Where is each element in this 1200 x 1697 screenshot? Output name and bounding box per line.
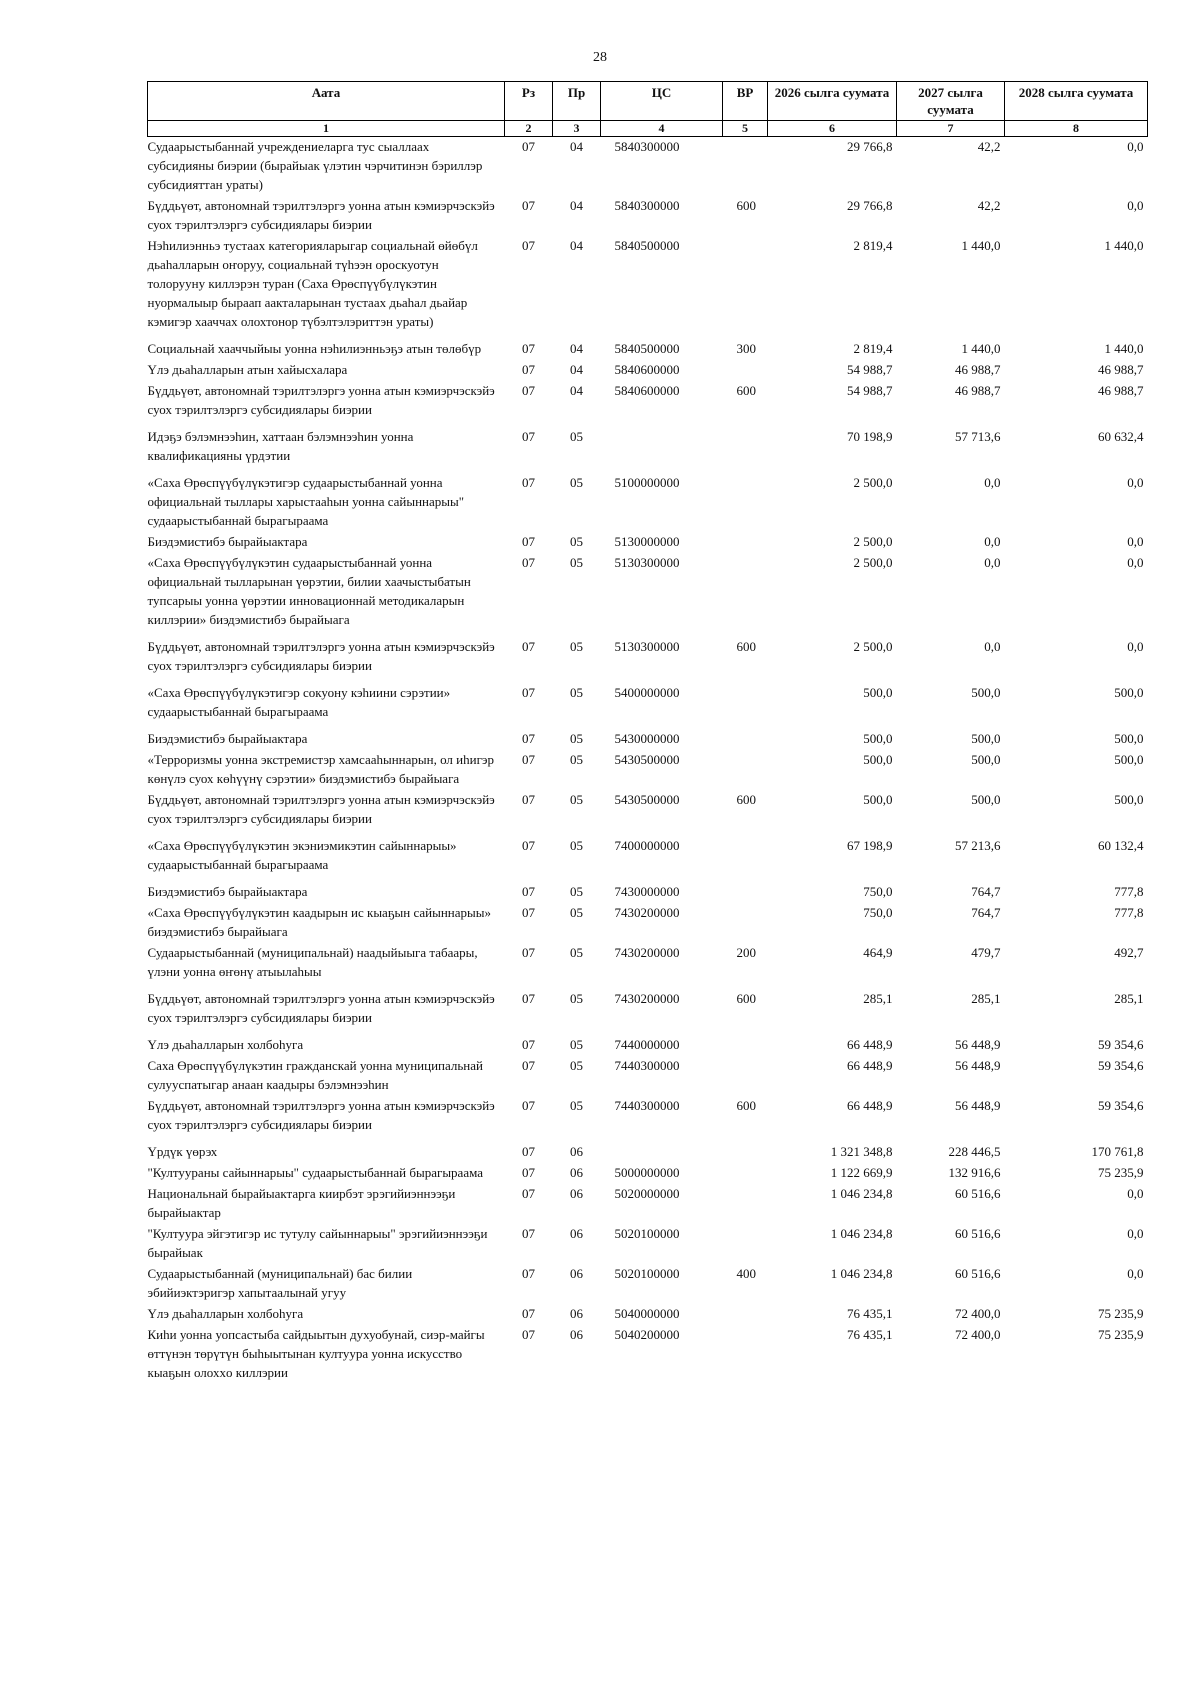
table-header-row — [148, 82, 1148, 121]
vr-cell — [723, 137, 768, 197]
col-number: 5 — [723, 121, 768, 137]
vr-cell — [723, 553, 768, 637]
col-header-name: Аата — [148, 82, 505, 121]
cs-cell: 7430200000 — [614, 991, 680, 1006]
table-row — [148, 473, 1148, 532]
table-row — [148, 381, 1148, 427]
amount-2027-cell: 60 516,6 — [955, 1186, 1001, 1201]
amount-2027-cell: 500,0 — [971, 685, 1001, 700]
rz-cell: 07 — [522, 1226, 535, 1241]
col-number: 1 — [148, 121, 505, 137]
vr-cell — [723, 532, 768, 553]
row-name-cell: Судаарыстыбаннай (муниципальнай) бас билии эбийиэктэригэр хапытаалынай угуу — [147, 1266, 413, 1300]
amount-2026-cell: 54 988,7 — [847, 362, 893, 377]
amount-2026-cell: 500,0 — [863, 731, 893, 746]
amount-2027-cell: 479,7 — [971, 945, 1001, 960]
pr-cell: 06 — [570, 1186, 583, 1201]
amount-2028-cell: 59 354,6 — [1098, 1037, 1144, 1052]
pr-cell: 05 — [570, 429, 583, 444]
rz-cell: 07 — [522, 1144, 535, 1159]
rz-cell: 07 — [522, 1037, 535, 1052]
table-row — [148, 903, 1148, 943]
vr-cell: 600 — [736, 1098, 756, 1113]
col-number: 2 — [505, 121, 553, 137]
col-number: 4 — [601, 121, 723, 137]
amount-2026-cell: 76 435,1 — [847, 1306, 893, 1321]
rz-cell: 07 — [522, 1165, 535, 1180]
table-row — [148, 360, 1148, 381]
amount-2026-cell: 1 046 234,8 — [830, 1266, 893, 1281]
amount-2028-cell: 492,7 — [1114, 945, 1144, 960]
amount-2028-cell: 500,0 — [1114, 731, 1144, 746]
vr-cell — [723, 1142, 768, 1163]
cs-cell: 7430000000 — [614, 884, 680, 899]
amount-2026-cell: 500,0 — [863, 685, 893, 700]
cs-cell: 7430200000 — [614, 945, 680, 960]
amount-2028-cell: 777,8 — [1114, 905, 1144, 920]
rz-cell: 07 — [522, 752, 535, 767]
cs-cell — [601, 427, 723, 473]
pr-cell: 05 — [570, 884, 583, 899]
amount-2027-cell: 0,0 — [984, 534, 1001, 549]
amount-2028-cell: 777,8 — [1114, 884, 1144, 899]
vr-cell — [723, 1184, 768, 1224]
row-name-cell: Бүддьүөт, автономнай тэрилтэлэргэ уонна атын кэмиэрчэскэйэ суох тэрилтэлэргэ субсидиялары биэрии — [147, 1098, 495, 1132]
vr-cell — [723, 1035, 768, 1056]
pr-cell: 05 — [570, 905, 583, 920]
amount-2026-cell: 76 435,1 — [847, 1327, 893, 1342]
row-name-cell: Бүддьүөт, автономнай тэрилтэлэргэ уонна атын кэмиэрчэскэйэ суох тэрилтэлэргэ субсидиялары биэрии — [147, 792, 495, 826]
vr-cell: 600 — [736, 792, 756, 807]
pr-cell: 05 — [570, 534, 583, 549]
vr-cell — [723, 360, 768, 381]
vr-cell — [723, 1056, 768, 1096]
pr-cell: 05 — [570, 991, 583, 1006]
row-name-cell: Национальнай бырайыактарга киирбэт эрэгийиэннээҕи бырайыактар — [147, 1186, 456, 1220]
amount-2028-cell: 500,0 — [1114, 752, 1144, 767]
amount-2028-cell: 0,0 — [1127, 1266, 1144, 1281]
pr-cell: 05 — [570, 475, 583, 490]
col-header-pr: Пр — [553, 82, 601, 121]
cs-cell: 5020000000 — [614, 1186, 680, 1201]
pr-cell: 05 — [570, 1037, 583, 1052]
row-name-cell: Нэһилиэнньэ тустаах категорияларыгар социальнай өйөбүл дьаһалларын оҥоруу, социальнай түһээн ороскуотун толорууну киллэрэн туран (Саха Өрөспүүбүлүкэтин нуормалыыр быраап аакталарынан тустаах дьаһал дьайар кэмигэр хааччах олохтонор түбэлтэлэриттэн ураты) — [147, 238, 478, 329]
amount-2027-cell: 72 400,0 — [955, 1327, 1001, 1342]
vr-cell: 200 — [736, 945, 756, 960]
rz-cell: 07 — [522, 1266, 535, 1281]
amount-2028-cell: 1 440,0 — [1104, 238, 1144, 253]
row-name-cell: Үрдүк үөрэх — [147, 1144, 218, 1159]
col-header-2027: 2027 сылга суумата — [897, 82, 1005, 121]
vr-cell — [723, 427, 768, 473]
amount-2027-cell: 285,1 — [971, 991, 1001, 1006]
amount-2026-cell: 2 500,0 — [853, 639, 893, 654]
rz-cell: 07 — [522, 341, 535, 356]
amount-2026-cell: 500,0 — [863, 752, 893, 767]
cs-cell: 5840300000 — [614, 198, 680, 213]
vr-cell — [723, 236, 768, 339]
amount-2027-cell: 1 440,0 — [961, 238, 1001, 253]
amount-2027-cell: 500,0 — [971, 792, 1001, 807]
amount-2026-cell: 1 046 234,8 — [830, 1186, 893, 1201]
rz-cell: 07 — [522, 383, 535, 398]
amount-2028-cell: 59 354,6 — [1098, 1098, 1144, 1113]
table-row — [148, 1264, 1148, 1304]
cs-cell: 5840500000 — [614, 341, 680, 356]
rz-cell: 07 — [522, 555, 535, 570]
cs-cell: 5430500000 — [614, 792, 680, 807]
vr-cell: 600 — [736, 198, 756, 213]
pr-cell: 05 — [570, 752, 583, 767]
table-row — [148, 1056, 1148, 1096]
table-row — [148, 836, 1148, 882]
row-name-cell: Киһи уонна уопсастыба сайдыытын духуобунай, сиэр-майгы өттүнэн төрүтүн быһыытынан култуура уонна искусство кыаҕын олохxо киллэрии — [147, 1327, 485, 1380]
amount-2026-cell: 66 448,9 — [847, 1058, 893, 1073]
row-name-cell: Биэдэмистибэ бырайыактара — [147, 731, 308, 746]
cs-cell: 5130300000 — [614, 639, 680, 654]
amount-2026-cell: 2 819,4 — [853, 341, 893, 356]
rz-cell: 07 — [522, 362, 535, 377]
cs-cell: 5130300000 — [614, 555, 680, 570]
row-name-cell: «Саха Өрөспүүбүлүкэтин экэниэмикэтин сайыннарыы» судаарыстыбаннай бырагыраама — [147, 838, 457, 872]
table-row — [148, 553, 1148, 637]
rz-cell: 07 — [522, 639, 535, 654]
amount-2028-cell: 0,0 — [1127, 639, 1144, 654]
rz-cell: 07 — [522, 792, 535, 807]
rz-cell: 07 — [522, 534, 535, 549]
pr-cell: 04 — [570, 139, 583, 154]
amount-2026-cell: 29 766,8 — [847, 198, 893, 213]
amount-2027-cell: 764,7 — [971, 884, 1001, 899]
amount-2026-cell: 1 122 669,9 — [830, 1165, 893, 1180]
vr-cell: 600 — [736, 639, 756, 654]
pr-cell: 05 — [570, 639, 583, 654]
amount-2028-cell: 60 632,4 — [1098, 429, 1144, 444]
row-name-cell: "Култуура эйгэтигэр ис тутулу сайыннарыы" эрэгийиэннээҕи бырайыак — [147, 1226, 488, 1260]
pr-cell: 04 — [570, 362, 583, 377]
amount-2027-cell: 500,0 — [971, 752, 1001, 767]
amount-2027-cell: 500,0 — [971, 731, 1001, 746]
table-row — [148, 196, 1148, 236]
amount-2027-cell: 132 916,6 — [948, 1165, 1001, 1180]
row-name-cell: "Култуураны сайыннарыы" судаарыстыбаннай бырагыраама — [147, 1165, 483, 1180]
table-row — [148, 1184, 1148, 1224]
table-row — [148, 637, 1148, 683]
rz-cell: 07 — [522, 838, 535, 853]
rz-cell: 07 — [522, 238, 535, 253]
amount-2026-cell: 1 046 234,8 — [830, 1226, 893, 1241]
amount-2028-cell: 59 354,6 — [1098, 1058, 1144, 1073]
col-header-cs: ЦС — [601, 82, 723, 121]
pr-cell: 05 — [570, 838, 583, 853]
vr-cell — [723, 729, 768, 750]
cs-cell: 7400000000 — [614, 838, 680, 853]
pr-cell: 04 — [570, 383, 583, 398]
amount-2028-cell: 60 132,4 — [1098, 838, 1144, 853]
amount-2028-cell: 0,0 — [1127, 555, 1144, 570]
amount-2027-cell: 0,0 — [984, 475, 1001, 490]
amount-2026-cell: 464,9 — [863, 945, 893, 960]
amount-2026-cell: 2 500,0 — [853, 555, 893, 570]
vr-cell: 400 — [736, 1266, 756, 1281]
row-name-cell: Үлэ дьаһалларын холбоһуга — [147, 1037, 304, 1052]
amount-2027-cell: 764,7 — [971, 905, 1001, 920]
rz-cell: 07 — [522, 685, 535, 700]
vr-cell: 600 — [736, 383, 756, 398]
amount-2028-cell: 0,0 — [1127, 534, 1144, 549]
row-name-cell: Саха Өрөспүүбүлүкэтин гражданскай уонна муниципальнай сулууспатыгар анаан каадыры бэлэмнээһин — [147, 1058, 483, 1092]
amount-2028-cell: 170 761,8 — [1091, 1144, 1144, 1159]
vr-cell — [723, 882, 768, 903]
pr-cell: 04 — [570, 341, 583, 356]
rz-cell: 07 — [522, 429, 535, 444]
amount-2028-cell: 75 235,9 — [1098, 1327, 1144, 1342]
page-number: 28 — [593, 50, 607, 65]
row-name-cell: Судаарыстыбаннай (муниципальнай) наадыйыыга табаары, үлэни уонна өҥөнү атыылаһыы — [147, 945, 478, 979]
amount-2028-cell: 1 440,0 — [1104, 341, 1144, 356]
amount-2027-cell: 46 988,7 — [955, 362, 1001, 377]
cs-cell: 7440300000 — [614, 1098, 680, 1113]
amount-2026-cell: 1 321 348,8 — [830, 1144, 893, 1159]
cs-cell: 5040200000 — [614, 1327, 680, 1342]
cs-cell: 7430200000 — [614, 905, 680, 920]
table-row — [148, 750, 1148, 790]
vr-cell — [723, 1224, 768, 1264]
cs-cell — [601, 1142, 723, 1163]
amount-2026-cell: 29 766,8 — [847, 139, 893, 154]
amount-2027-cell: 1 440,0 — [961, 341, 1001, 356]
pr-cell: 06 — [570, 1144, 583, 1159]
amount-2028-cell: 46 988,7 — [1098, 383, 1144, 398]
table-row — [148, 532, 1148, 553]
pr-cell: 06 — [570, 1306, 583, 1321]
cs-cell: 5130000000 — [614, 534, 680, 549]
amount-2028-cell: 0,0 — [1127, 139, 1144, 154]
rz-cell: 07 — [522, 1098, 535, 1113]
pr-cell: 05 — [570, 731, 583, 746]
amount-2027-cell: 42,2 — [977, 198, 1001, 213]
rz-cell: 07 — [522, 884, 535, 899]
rz-cell: 07 — [522, 1186, 535, 1201]
vr-cell — [723, 1325, 768, 1384]
amount-2026-cell: 285,1 — [863, 991, 893, 1006]
cs-cell: 5000000000 — [614, 1165, 680, 1180]
rz-cell: 07 — [522, 1306, 535, 1321]
vr-cell: 600 — [736, 991, 756, 1006]
table-row — [148, 683, 1148, 729]
row-name-cell: Социальнай хааччыйыы уонна нэһилиэнньэҕэ атын төлөбүр — [147, 341, 482, 356]
vr-cell — [723, 473, 768, 532]
row-name-cell: Биэдэмистибэ бырайыактара — [147, 534, 308, 549]
table-row — [148, 943, 1148, 989]
vr-cell — [723, 1163, 768, 1184]
amount-2027-cell: 228 446,5 — [948, 1144, 1001, 1159]
vr-cell: 300 — [736, 341, 756, 356]
pr-cell: 05 — [570, 1058, 583, 1073]
amount-2027-cell: 56 448,9 — [955, 1037, 1001, 1052]
table-row — [148, 1304, 1148, 1325]
pr-cell: 05 — [570, 945, 583, 960]
table-row — [148, 1163, 1148, 1184]
pr-cell: 05 — [570, 1098, 583, 1113]
row-name-cell: «Саха Өрөспүүбүлүкэтин каадырын ис кыаҕын сайыннарыы» биэдэмистибэ бырайыага — [147, 905, 492, 939]
pr-cell: 05 — [570, 555, 583, 570]
table-row — [148, 882, 1148, 903]
rz-cell: 07 — [522, 1327, 535, 1342]
pr-cell: 05 — [570, 792, 583, 807]
row-name-cell: Биэдэмистибэ бырайыактара — [147, 884, 308, 899]
cs-cell: 5840600000 — [614, 362, 680, 377]
amount-2027-cell: 57 713,6 — [955, 429, 1001, 444]
cs-cell: 5020100000 — [614, 1226, 680, 1241]
vr-cell — [723, 683, 768, 729]
rz-cell: 07 — [522, 905, 535, 920]
pr-cell: 06 — [570, 1226, 583, 1241]
amount-2028-cell: 500,0 — [1114, 792, 1144, 807]
rz-cell: 07 — [522, 945, 535, 960]
table-row — [148, 989, 1148, 1035]
amount-2027-cell: 56 448,9 — [955, 1058, 1001, 1073]
column-number-row — [148, 121, 1148, 137]
amount-2026-cell: 2 500,0 — [853, 475, 893, 490]
row-name-cell: Судаарыстыбаннай учреждениеларга тус сыаллаах субсидияны биэрии (бырайыак үлэтин чэрчитинэн бэриллэр субсидияттан ураты) — [147, 139, 483, 192]
cs-cell: 5100000000 — [614, 475, 680, 490]
amount-2026-cell: 54 988,7 — [847, 383, 893, 398]
pr-cell: 06 — [570, 1165, 583, 1180]
row-name-cell: «Терроризмы уонна экстремистэр хамсааһыннарын, ол иһигэр көнүлэ суох көһүүнү сэрэтии» биэдэмистибэ бырайыага — [147, 752, 494, 786]
amount-2027-cell: 42,2 — [977, 139, 1001, 154]
pr-cell: 04 — [570, 238, 583, 253]
amount-2027-cell: 56 448,9 — [955, 1098, 1001, 1113]
cs-cell: 5430500000 — [614, 752, 680, 767]
col-number: 3 — [553, 121, 601, 137]
budget-table — [147, 81, 1148, 1384]
amount-2028-cell: 75 235,9 — [1098, 1306, 1144, 1321]
table-row — [148, 790, 1148, 836]
amount-2027-cell: 0,0 — [984, 555, 1001, 570]
row-name-cell: Бүддьүөт, автономнай тэрилтэлэргэ уонна атын кэмиэрчэскэйэ суох тэрилтэлэргэ субсидиялары биэрии — [147, 383, 495, 417]
cs-cell: 5840500000 — [614, 238, 680, 253]
row-name-cell: Үлэ дьаһалларын холбоһуга — [147, 1306, 304, 1321]
vr-cell — [723, 836, 768, 882]
table-row — [148, 1142, 1148, 1163]
amount-2027-cell: 46 988,7 — [955, 383, 1001, 398]
amount-2028-cell: 0,0 — [1127, 198, 1144, 213]
amount-2028-cell: 0,0 — [1127, 475, 1144, 490]
table-body — [148, 137, 1148, 1385]
amount-2026-cell: 750,0 — [863, 884, 893, 899]
pr-cell: 06 — [570, 1266, 583, 1281]
table-row — [148, 1224, 1148, 1264]
row-name-cell: Бүддьүөт, автономнай тэрилтэлэргэ уонна атын кэмиэрчэскэйэ суох тэрилтэлэргэ субсидиялары биэрии — [147, 639, 495, 673]
amount-2027-cell: 60 516,6 — [955, 1226, 1001, 1241]
cs-cell: 5040000000 — [614, 1306, 680, 1321]
cs-cell: 7440000000 — [614, 1037, 680, 1052]
table-row — [148, 729, 1148, 750]
amount-2026-cell: 2 500,0 — [853, 534, 893, 549]
col-header-rz: Рз — [505, 82, 553, 121]
amount-2027-cell: 57 213,6 — [955, 838, 1001, 853]
amount-2026-cell: 70 198,9 — [847, 429, 893, 444]
amount-2027-cell: 0,0 — [984, 639, 1001, 654]
rz-cell: 07 — [522, 139, 535, 154]
vr-cell — [723, 750, 768, 790]
row-name-cell: «Саха Өрөспүүбүлүкэтигэр сокуону кэһиини сэрэтии» судаарыстыбаннай бырагыраама — [147, 685, 451, 719]
row-name-cell: Үлэ дьаһалларын атын хайысхалара — [147, 362, 348, 377]
col-number: 6 — [768, 121, 897, 137]
amount-2027-cell: 60 516,6 — [955, 1266, 1001, 1281]
table-row — [148, 427, 1148, 473]
vr-cell — [723, 1304, 768, 1325]
table-row — [148, 236, 1148, 339]
row-name-cell: Идэҕэ бэлэмнээһин, хаттаан бэлэмнээһин уонна квалификацияны үрдэтии — [147, 429, 414, 463]
table-row — [148, 1325, 1148, 1384]
col-header-vr: ВР — [723, 82, 768, 121]
cs-cell: 7440300000 — [614, 1058, 680, 1073]
rz-cell: 07 — [522, 475, 535, 490]
col-number: 8 — [1005, 121, 1148, 137]
amount-2026-cell: 2 819,4 — [853, 238, 893, 253]
amount-2026-cell: 750,0 — [863, 905, 893, 920]
pr-cell: 06 — [570, 1327, 583, 1342]
cs-cell: 5840600000 — [614, 383, 680, 398]
vr-cell — [723, 903, 768, 943]
col-header-2028: 2028 сылга суумата — [1005, 82, 1148, 121]
row-name-cell: Бүддьүөт, автономнай тэрилтэлэргэ уонна атын кэмиэрчэскэйэ суох тэрилтэлэргэ субсидиялары биэрии — [147, 991, 495, 1025]
amount-2028-cell: 0,0 — [1127, 1186, 1144, 1201]
row-name-cell: «Саха Өрөспүүбүлүкэтигэр судаарыстыбаннай уонна официальнай тыллары харыстааһын уонна сайыннарыы" судаарыстыбаннай бырагыраама — [147, 475, 465, 528]
cs-cell: 5020100000 — [614, 1266, 680, 1281]
amount-2028-cell: 0,0 — [1127, 1226, 1144, 1241]
amount-2026-cell: 67 198,9 — [847, 838, 893, 853]
rz-cell: 07 — [522, 1058, 535, 1073]
rz-cell: 07 — [522, 731, 535, 746]
table-row — [148, 137, 1148, 197]
amount-2028-cell: 46 988,7 — [1098, 362, 1144, 377]
amount-2026-cell: 66 448,9 — [847, 1037, 893, 1052]
cs-cell: 5400000000 — [614, 685, 680, 700]
col-number: 7 — [897, 121, 1005, 137]
col-header-2026: 2026 сылга суумата — [768, 82, 897, 121]
amount-2027-cell: 72 400,0 — [955, 1306, 1001, 1321]
rz-cell: 07 — [522, 991, 535, 1006]
pr-cell: 04 — [570, 198, 583, 213]
pr-cell: 05 — [570, 685, 583, 700]
cs-cell: 5840300000 — [614, 139, 680, 154]
row-name-cell: Бүддьүөт, автономнай тэрилтэлэргэ уонна атын кэмиэрчэскэйэ суох тэрилтэлэргэ субсидиялары биэрии — [147, 198, 495, 232]
cs-cell: 5430000000 — [614, 731, 680, 746]
table-row — [148, 1096, 1148, 1142]
amount-2026-cell: 66 448,9 — [847, 1098, 893, 1113]
table-row — [148, 339, 1148, 360]
amount-2026-cell: 500,0 — [863, 792, 893, 807]
amount-2028-cell: 75 235,9 — [1098, 1165, 1144, 1180]
amount-2028-cell: 500,0 — [1114, 685, 1144, 700]
rz-cell: 07 — [522, 198, 535, 213]
row-name-cell: «Саха Өрөспүүбүлүкэтин судаарыстыбаннай уонна официальнай тылларынан үөрэтии, билии хаачыстыбатын тупсарыы уонна үөрэтии инновационнай методикаларын киллэрии» биэдэмистибэ бырайыага — [147, 555, 471, 627]
table-row — [148, 1035, 1148, 1056]
amount-2028-cell: 285,1 — [1114, 991, 1144, 1006]
